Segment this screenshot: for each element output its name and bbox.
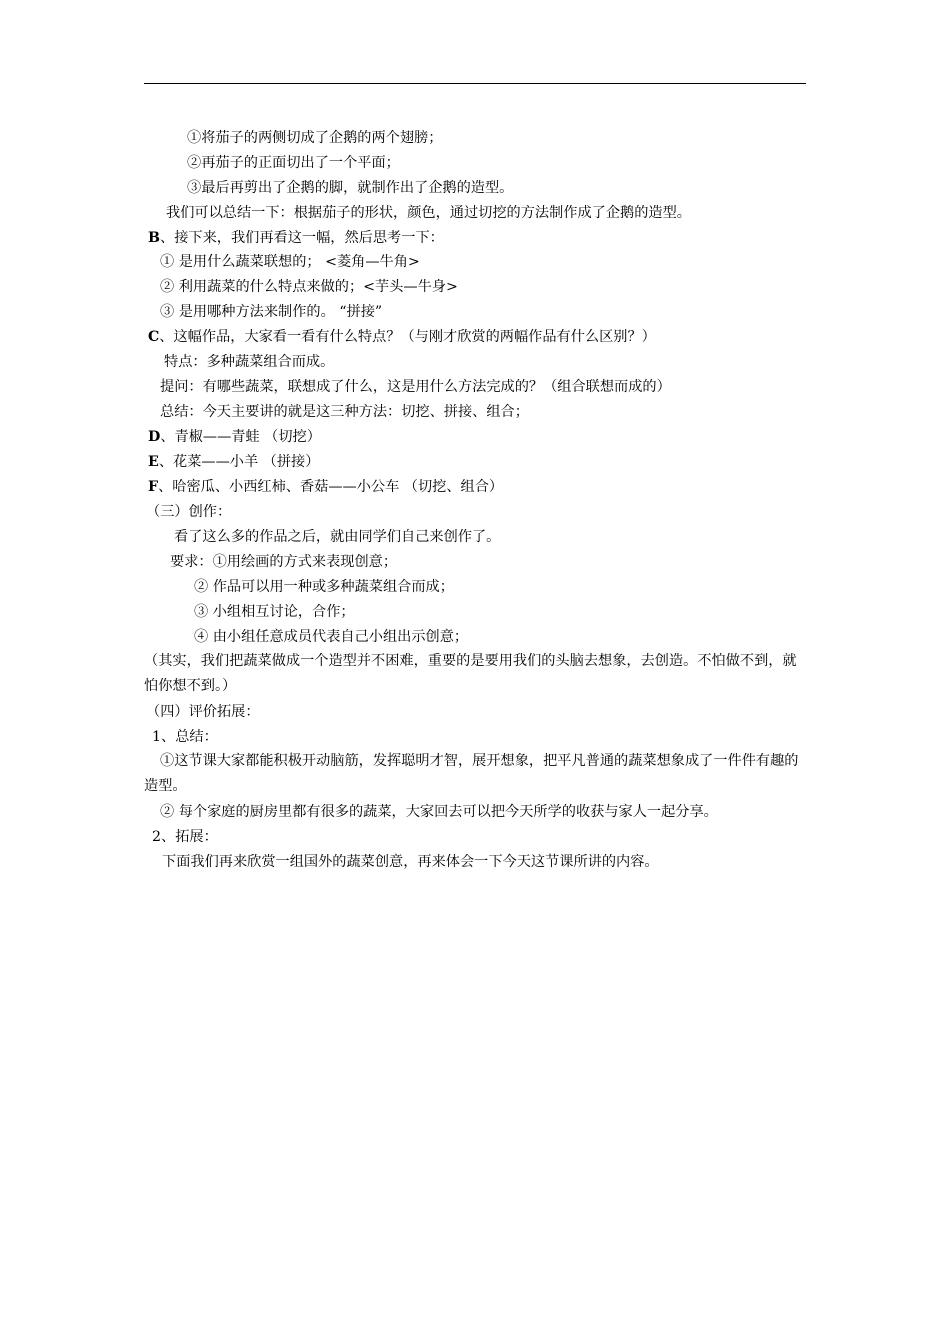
section-d — [148, 428, 321, 446]
section-c-text: 、这幅作品，大家看一看有什么特点？（与刚才欣赏的两幅作品有什么区别？） — [159, 329, 656, 345]
section-f — [148, 478, 503, 496]
section-b-heading — [148, 229, 444, 247]
summary-point-1: ①这节课大家都能积极开动脑筋，发挥聪明才智，展开想象，把平凡普通的蔬菜想象成了一件件有趣的造型。 — [144, 753, 799, 794]
requirement-3: ③ 小组相互讨论，合作； — [194, 604, 355, 620]
creation-heading: （三）创作： — [146, 504, 232, 520]
evaluation-heading: （四）评价拓展： — [146, 704, 260, 720]
step-line-2: ②再茄子的正面切出了一个平面； — [187, 155, 400, 171]
conclusion-line: 总结：今天主要讲的就是这三种方法：切挖、拼接、组合； — [160, 404, 529, 420]
section-b-text: 、接下来，我们再看这一幅，然后思考一下： — [160, 230, 444, 246]
header-rule — [144, 83, 806, 84]
summary-line: 我们可以总结一下：根据茄子的形状，颜色，通过切挖的方法制作成了企鹅的造型。 — [166, 205, 691, 221]
marker-c: C — [148, 329, 160, 345]
b-question-1: ① 是用什么蔬菜联想的； <菱角—牛角> — [160, 254, 420, 270]
section-e-text: 、花菜——小羊 （拼接） — [158, 454, 320, 470]
feature-line: 特点：多种蔬菜组合而成。 — [164, 354, 335, 370]
requirement-1: 要求：①用绘画的方式来表现创意； — [170, 554, 398, 570]
b-question-2: ② 利用蔬菜的什么特点来做的；<芋头—牛身> — [160, 279, 458, 295]
note-paragraph: （其实，我们把蔬菜做成一个造型并不困难，重要的是要用我们的头脑去想象，去创造。不怕做不到，就怕你想不到。） — [144, 653, 797, 694]
section-f-text: 、哈密瓜、小西红柿、香菇——小公车 （切挖、组合） — [158, 479, 504, 495]
section-e — [148, 453, 319, 471]
question-line: 提问：有哪些蔬菜，联想成了什么，这是用什么方法完成的？（组合联想而成的） — [160, 379, 671, 395]
summary-heading: 1、总结： — [152, 729, 218, 745]
requirement-4: ④ 由小组任意成员代表自己小组出示创意； — [194, 629, 469, 645]
extension-heading: 2、拓展： — [152, 829, 218, 845]
marker-d: D — [148, 429, 161, 445]
step-line-1: ①将茄子的两侧切成了企鹅的两个翅膀； — [187, 130, 443, 146]
section-c-heading — [148, 328, 656, 346]
marker-b: B — [148, 230, 160, 246]
creation-intro: 看了这么多的作品之后，就由同学们自己来创作了。 — [174, 529, 501, 545]
extension-text: 下面我们再来欣赏一组国外的蔬菜创意，再来体会一下今天这节课所讲的内容。 — [162, 854, 659, 870]
marker-f: F — [148, 479, 159, 495]
step-line-3: ③最后再剪出了企鹅的脚，就制作出了企鹅的造型。 — [187, 180, 514, 196]
marker-e: E — [148, 454, 159, 470]
requirement-2: ② 作品可以用一种或多种蔬菜组合而成； — [194, 579, 454, 595]
b-question-3: ③ 是用哪种方法来制作的。 “拼接” — [160, 304, 383, 320]
section-d-text: 、青椒——青蛙 （切挖） — [160, 429, 321, 445]
summary-point-2: ② 每个家庭的厨房里都有很多的蔬菜，大家回去可以把今天所学的收获与家人一起分享。 — [160, 804, 718, 820]
